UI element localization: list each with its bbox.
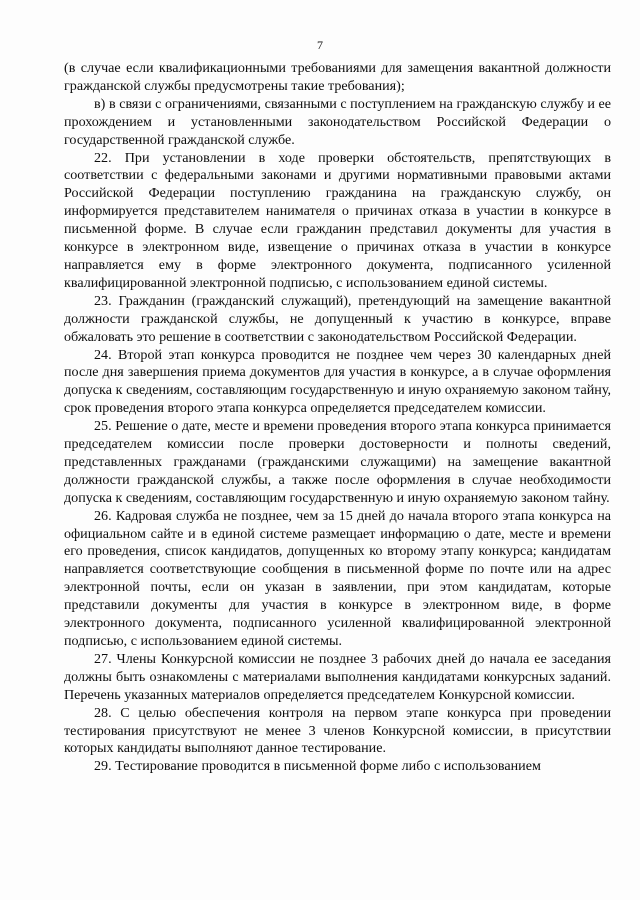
- paragraph-5: 24. Второй этап конкурса проводится не позднее чем через 30 календарных дней после дня завершения приема документов для участия в конкурсе, а в случае оформления допуска к сведениям, составляющим государственную и иную охраняемую законом тайну, срок проведения второго этапа конкурса определяется председателем комиссии.: [64, 346, 611, 417]
- paragraph-7: 26. Кадровая служба не позднее, чем за 15 дней до начала второго этапа конкурса на официальном сайте и в единой системе размещает информацию о дате, месте и времени его проведения, список кандидатов, допущенных ко второму этапу конкурса; кандидатам направляется соответствующие сообщения в письменной форме по почте или на адрес электронной почты, если он указан в заявлении, при этом кандидатам, которые представили документы для участия в конкурсе в электронном виде, в форме электронного документа, подписанного усиленной квалифицированной электронной подписью, с использованием единой системы.: [64, 507, 611, 649]
- paragraph-3: 22. При установлении в ходе проверки обстоятельств, препятствующих в соответствии с федеральными законами и другими нормативными правовыми актами Российской Федерации поступлению гражданина на гражданскую службу, он информируется представителем нанимателя о причинах отказа в участии в конкурсе в письменной форме. В случае если гражданин представил документы для участия в конкурсе в электронном виде, извещение о причинах отказа в участии в конкурсе направляется ему в форме электронного документа, подписанного усиленной квалифицированной электронной подписью, с использованием единой системы.: [64, 149, 611, 291]
- paragraph-1: (в случае если квалификационными требованиями для замещения вакантной должности гражданской службы предусмотрены такие требования);: [64, 60, 611, 94]
- paragraph-8: 27. Члены Конкурсной комиссии не позднее 3 рабочих дней до начала ее заседания должны быть ознакомлены с материалами выполнения кандидатами конкурсных заданий. Перечень указанных материалов определяется председателем Конкурсной комиссии.: [64, 650, 611, 703]
- paragraph-2: в) в связи с ограничениями, связанными с поступлением на гражданскую службу и ее прохождением и установленными законодательством Российской Федерации о государственной гражданской службе.: [64, 95, 611, 148]
- paragraph-6: 25. Решение о дате, месте и времени проведения второго этапа конкурса принимается председателем комиссии после проверки достоверности и полноты сведений, представленных гражданами (гражданскими служащими) на замещение вакантной должности гражданской службы, а также после оформления в случае необходимости допуска к сведениям, составляющим государственную и иную охраняемую законом тайну.: [64, 418, 611, 506]
- document-body: [64, 60, 611, 776]
- page-number: 7: [317, 38, 323, 52]
- paragraph-4: 23. Гражданин (гражданский служащий), претендующий на замещение вакантной должности гражданской службы, не допущенный к участию в конкурсе, вправе обжаловать это решение в соответствии с законодательством Российской Федерации.: [64, 292, 611, 345]
- paragraph-9: 28. С целью обеспечения контроля на первом этапе конкурса при проведении тестирования присутствуют не менее 3 членов Конкурсной комиссии, в присутствии которых кандидаты выполняют данное тестирование.: [64, 704, 611, 757]
- paragraph-10: 29. Тестирование проводится в письменной форме либо с использованием: [94, 758, 541, 775]
